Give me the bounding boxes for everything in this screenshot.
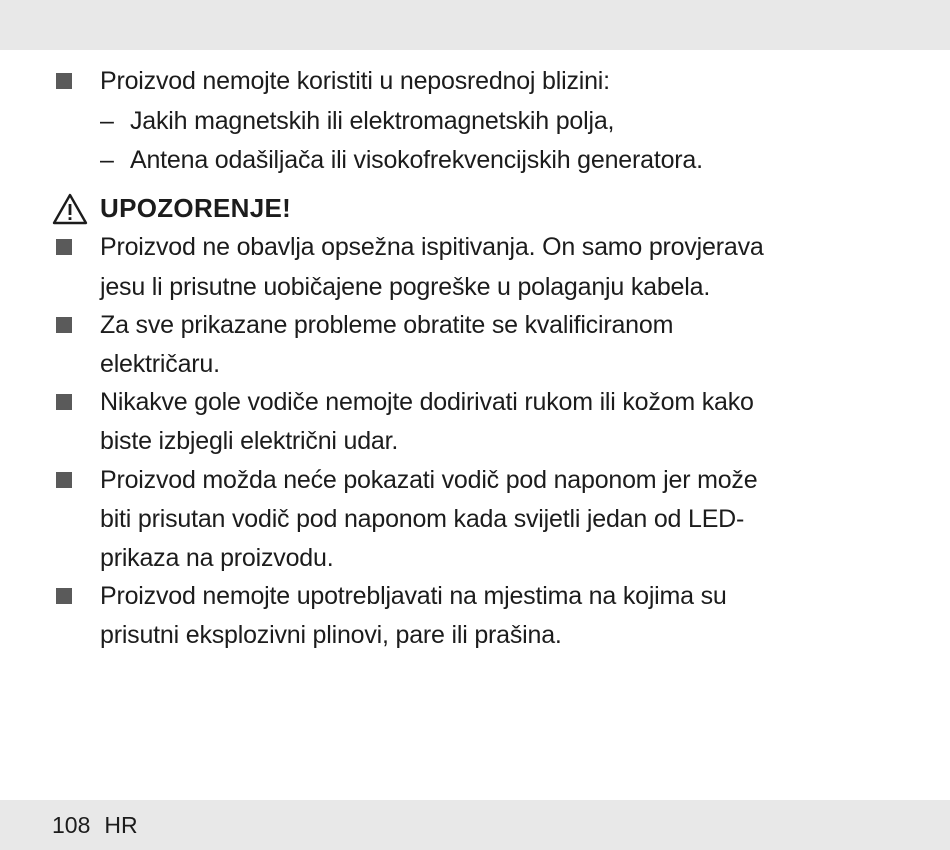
bullet-line: biti prisutan vodič pod naponom kada svijetli jedan od LED- xyxy=(100,505,745,533)
bullet-square-icon xyxy=(56,317,72,333)
intro-subitem: Jakih magnetskih ili elektromagnetskih polja, xyxy=(130,107,615,135)
warning-triangle-icon xyxy=(52,193,88,225)
bullet-line: jesu li prisutne uobičajene pogreške u polaganju kabela. xyxy=(100,273,711,301)
bullet-line: Proizvod nemojte upotrebljavati na mjestima na kojima su xyxy=(100,582,727,610)
header-band xyxy=(0,0,950,50)
bullet-line: Proizvod možda neće pokazati vodič pod naponom jer može xyxy=(100,466,758,494)
bullet-line: električaru. xyxy=(100,350,220,378)
footer xyxy=(52,809,138,841)
intro-subitem: Antena odašiljača ili visokofrekvencijskih generatora. xyxy=(130,146,703,174)
bullet-line: Proizvod ne obavlja opsežna ispitivanja. On samo provjerava xyxy=(100,233,764,261)
bullet-square-icon xyxy=(56,73,72,89)
bullet-square-icon xyxy=(56,472,72,488)
bullet-square-icon xyxy=(56,588,72,604)
bullet-line: Nikakve gole vodiče nemojte dodirivati rukom ili kožom kako xyxy=(100,388,754,416)
language-code: HR xyxy=(104,812,138,838)
page-number: 108 xyxy=(52,812,91,838)
bullet-line: biste izbjegli električni udar. xyxy=(100,427,399,455)
warning-title: UPOZORENJE! xyxy=(100,193,292,223)
intro-text: Proizvod nemojte koristiti u neposrednoj blizini: xyxy=(100,67,610,95)
bullet-line: Za sve prikazane probleme obratite se kvalificiranom xyxy=(100,311,674,339)
dash-marker: – xyxy=(100,107,114,135)
bullet-line: prikaza na proizvodu. xyxy=(100,544,334,572)
dash-marker: – xyxy=(100,146,114,174)
bullet-square-icon xyxy=(56,239,72,255)
bullet-line: prisutni eksplozivni plinovi, pare ili prašina. xyxy=(100,621,562,649)
footer-band xyxy=(0,800,950,850)
bullet-square-icon xyxy=(56,394,72,410)
